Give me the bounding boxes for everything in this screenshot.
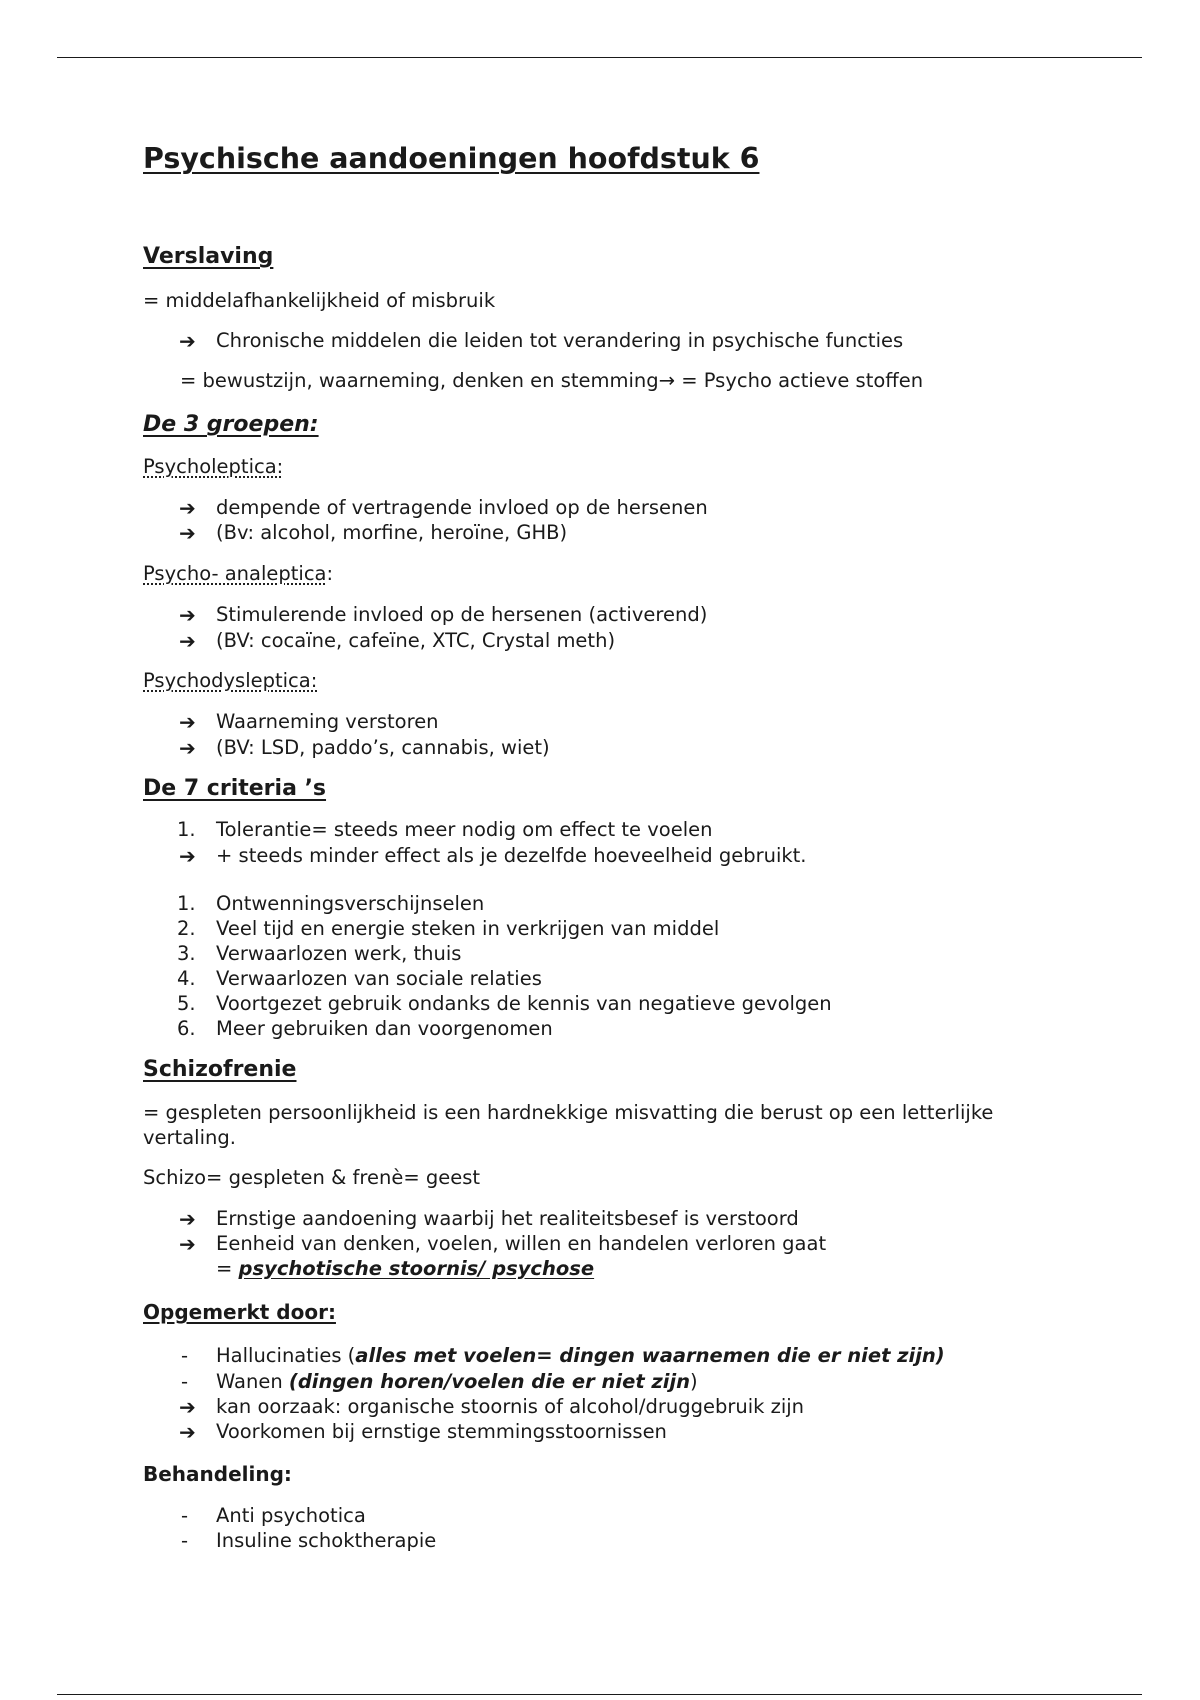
label-psycholeptica: Psycholeptica:: [143, 455, 284, 478]
verslaving-definition: = middelafhankelijkheid of misbruik: [143, 289, 496, 312]
arrow-icon: ➔: [179, 1395, 196, 1419]
arrow-icon: ➔: [179, 1232, 196, 1256]
heading-verslaving: Verslaving: [143, 244, 274, 269]
page-title: Psychische aandoeningen hoofdstuk 6: [143, 142, 760, 175]
header-rule: [57, 57, 1142, 58]
schizo-etymology: Schizo= gespleten & frenè= geest: [143, 1166, 481, 1189]
arrow-icon: ➔: [179, 603, 196, 627]
heading-groepen: De 3 groepen:: [143, 412, 319, 437]
schizo-conclusion: = psychotische stoornis/ psychose: [216, 1257, 595, 1280]
arrow-icon: ➔: [179, 736, 196, 760]
arrow-icon: ➔: [179, 844, 196, 868]
heading-schizofrenie: Schizofrenie: [143, 1057, 297, 1082]
arrow-icon: ➔: [179, 710, 196, 734]
label-psycho-analeptica: Psycho- analeptica:: [143, 562, 334, 585]
label-psychodysleptica: Psychodysleptica:: [143, 669, 318, 692]
schizo-definition-line2: vertaling.: [143, 1126, 236, 1149]
arrow-icon: ➔: [179, 329, 196, 353]
heading-criteria: De 7 criteria ’s: [143, 776, 327, 801]
footer-rule: [57, 1694, 1142, 1695]
arrow-icon: ➔: [179, 629, 196, 653]
arrow-icon: ➔: [179, 521, 196, 545]
arrow-icon: ➔: [179, 496, 196, 520]
schizo-definition-line1: = gespleten persoonlijkheid is een hardnekkige misvatting die berust op een letterlijke: [143, 1101, 994, 1124]
arrow-icon: →: [658, 369, 676, 392]
heading-behandeling: Behandeling:: [143, 1462, 292, 1486]
arrow-icon: ➔: [179, 1420, 196, 1444]
heading-opgemerkt: Opgemerkt door:: [143, 1300, 336, 1324]
verslaving-line: = bewustzijn, waarneming, denken en stemming→ = Psycho actieve stoffen: [180, 369, 924, 392]
arrow-icon: ➔: [179, 1207, 196, 1231]
